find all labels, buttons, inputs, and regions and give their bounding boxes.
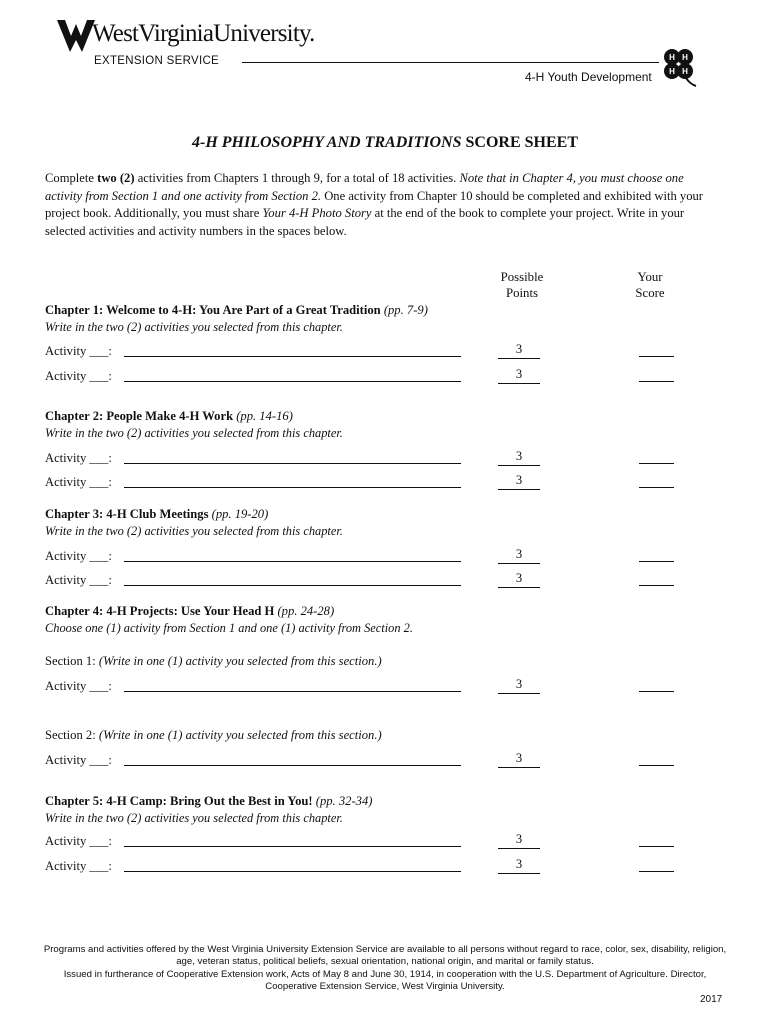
chapter-title-text: Chapter 4: 4-H Projects: Use Your Head H	[45, 604, 275, 618]
chapter-4-instructions: Choose one (1) activity from Section 1 and one (1) activity from Section 2.	[45, 621, 413, 635]
activity-name-blank[interactable]	[124, 765, 461, 766]
chapter-3-instructions: Write in the two (2) activities you selected from this chapter.	[45, 524, 343, 538]
score-blank[interactable]	[639, 561, 674, 562]
activity-label: Activity ___:	[45, 369, 112, 383]
intro-italic: Your 4-H Photo Story	[262, 206, 372, 221]
intro-italic: Note that in Chapter 4, you must choose one activity from Section 1 and one activity from Section 2.	[45, 171, 684, 203]
possible-points-value: 3	[498, 751, 540, 768]
four-h-clover-icon	[656, 44, 702, 90]
chapter-title-text: Chapter 2: People Make 4-H Work	[45, 409, 234, 423]
activity-label: Activity ___:	[45, 679, 112, 693]
section-2-heading	[45, 728, 382, 743]
chapter-5-instructions: Write in the two (2) activities you selected from this chapter.	[45, 811, 343, 825]
activity-label: Activity ___:	[45, 344, 112, 358]
score-blank[interactable]	[639, 381, 674, 382]
possible-points-value: 3	[498, 677, 540, 694]
activity-name-blank[interactable]	[124, 871, 461, 872]
activity-label: Activity ___:	[45, 549, 112, 563]
chapter-pages: (pp. 24-28)	[274, 604, 335, 618]
chapter-1-title	[45, 303, 428, 318]
intro-bold: two (2)	[97, 171, 135, 185]
possible-points-value: 3	[498, 832, 540, 849]
activity-label: Activity ___:	[45, 573, 112, 587]
chapter-title-text: Chapter 1: Welcome to 4-H: You Are Part of a Great Tradition	[45, 303, 381, 317]
activity-name-blank[interactable]	[124, 463, 461, 464]
score-blank[interactable]	[639, 356, 674, 357]
possible-points-value: 3	[498, 547, 540, 564]
publication-year: 2017	[700, 994, 723, 1005]
page-title	[0, 134, 770, 152]
brand-name: WestVirginiaUniversity.	[92, 20, 315, 47]
section-label: Section 2:	[45, 728, 99, 742]
activity-label: Activity ___:	[45, 859, 112, 873]
chapter-title-text: Chapter 3: 4-H Club Meetings	[45, 507, 209, 521]
activity-name-blank[interactable]	[124, 585, 461, 586]
extension-service-label: EXTENSION SERVICE	[94, 55, 220, 67]
activity-name-blank[interactable]	[124, 356, 461, 357]
activity-name-blank[interactable]	[124, 381, 461, 382]
intro-text: activities from Chapters 1 through 9, for a total of 18 activities.	[134, 171, 460, 185]
svg-text:H: H	[669, 53, 675, 62]
activity-label: Activity ___:	[45, 753, 112, 767]
possible-points-value: 3	[498, 473, 540, 490]
possible-points-value: 3	[498, 449, 540, 466]
score-blank[interactable]	[639, 691, 674, 692]
activity-label: Activity ___:	[45, 834, 112, 848]
possible-points-value: 3	[498, 367, 540, 384]
svg-text:H: H	[669, 67, 675, 76]
intro-text: One activity from Chapter 10 should be completed and exhibited with your project book. Additionally, you must share	[45, 188, 703, 221]
section-note: (Write in one (1) activity you selected from this section.)	[98, 654, 382, 668]
activity-name-blank[interactable]	[124, 846, 461, 847]
activity-label: Activity ___:	[45, 475, 112, 489]
score-blank[interactable]	[639, 765, 674, 766]
header-rule	[242, 62, 659, 63]
score-blank[interactable]	[639, 487, 674, 488]
score-blank[interactable]	[639, 585, 674, 586]
nondiscrimination-statement: Programs and activities offered by the West Virginia University Extension Service are available to all persons without regard to race, color, sex, disability, religion, age, veteran status, political beliefs, sexual orientation, national origin, and marital or family status.	[43, 944, 727, 968]
section-1-heading	[45, 654, 382, 669]
possible-points-value: 3	[498, 342, 540, 359]
chapter-title-text: Chapter 5: 4-H Camp: Bring Out the Best in You!	[45, 794, 313, 808]
youth-development-label: 4-H Youth Development	[525, 70, 652, 84]
chapter-pages: (pp. 19-20)	[208, 507, 269, 521]
activity-name-blank[interactable]	[124, 561, 461, 562]
chapter-pages: (pp. 14-16)	[233, 409, 293, 423]
chapter-2-instructions: Write in the two (2) activities you selected from this chapter.	[45, 426, 343, 440]
score-blank[interactable]	[639, 871, 674, 872]
possible-points-header: Possible Points	[500, 270, 544, 300]
intro-text: Complete	[45, 171, 98, 185]
activity-name-blank[interactable]	[124, 487, 461, 488]
footer-disclaimer	[40, 944, 730, 994]
chapter-2-title	[45, 409, 293, 424]
score-blank[interactable]	[639, 846, 674, 847]
chapter-3-title	[45, 507, 268, 522]
chapter-pages: (pp. 7-9)	[380, 303, 428, 317]
activity-label: Activity ___:	[45, 451, 112, 465]
section-label: Section 1:	[45, 654, 99, 668]
chapter-4-title	[45, 604, 334, 619]
title-italic: 4-H PHILOSOPHY AND TRADITIONS	[192, 134, 462, 151]
chapter-pages: (pp. 32-34)	[312, 794, 373, 808]
wvu-flying-wv-logo	[56, 16, 96, 56]
svg-text:H: H	[682, 67, 688, 76]
chapter-1-instructions: Write in the two (2) activities you selected from this chapter.	[45, 320, 343, 334]
possible-points-value: 3	[498, 857, 540, 874]
instructions-paragraph	[45, 170, 709, 240]
activity-name-blank[interactable]	[124, 691, 461, 692]
title-plain: SCORE SHEET	[461, 134, 578, 151]
intro-text: at the end of the book to complete your project. Write in your selected activities and activity numbers in the spaces below.	[45, 206, 685, 238]
chapter-5-title	[45, 794, 372, 809]
your-score-header: Your Score	[635, 270, 665, 300]
cooperative-extension-statement: Issued in furtherance of Cooperative Extension work, Acts of May 8 and June 30, 1914, in cooperation with the U.S. Department of Agriculture. Director, Cooperative Extension Service, West Virginia University.	[63, 968, 707, 993]
score-blank[interactable]	[639, 463, 674, 464]
possible-points-value: 3	[498, 571, 540, 588]
section-note: (Write in one (1) activity you selected from this section.)	[98, 728, 382, 742]
svg-text:H: H	[682, 53, 688, 62]
